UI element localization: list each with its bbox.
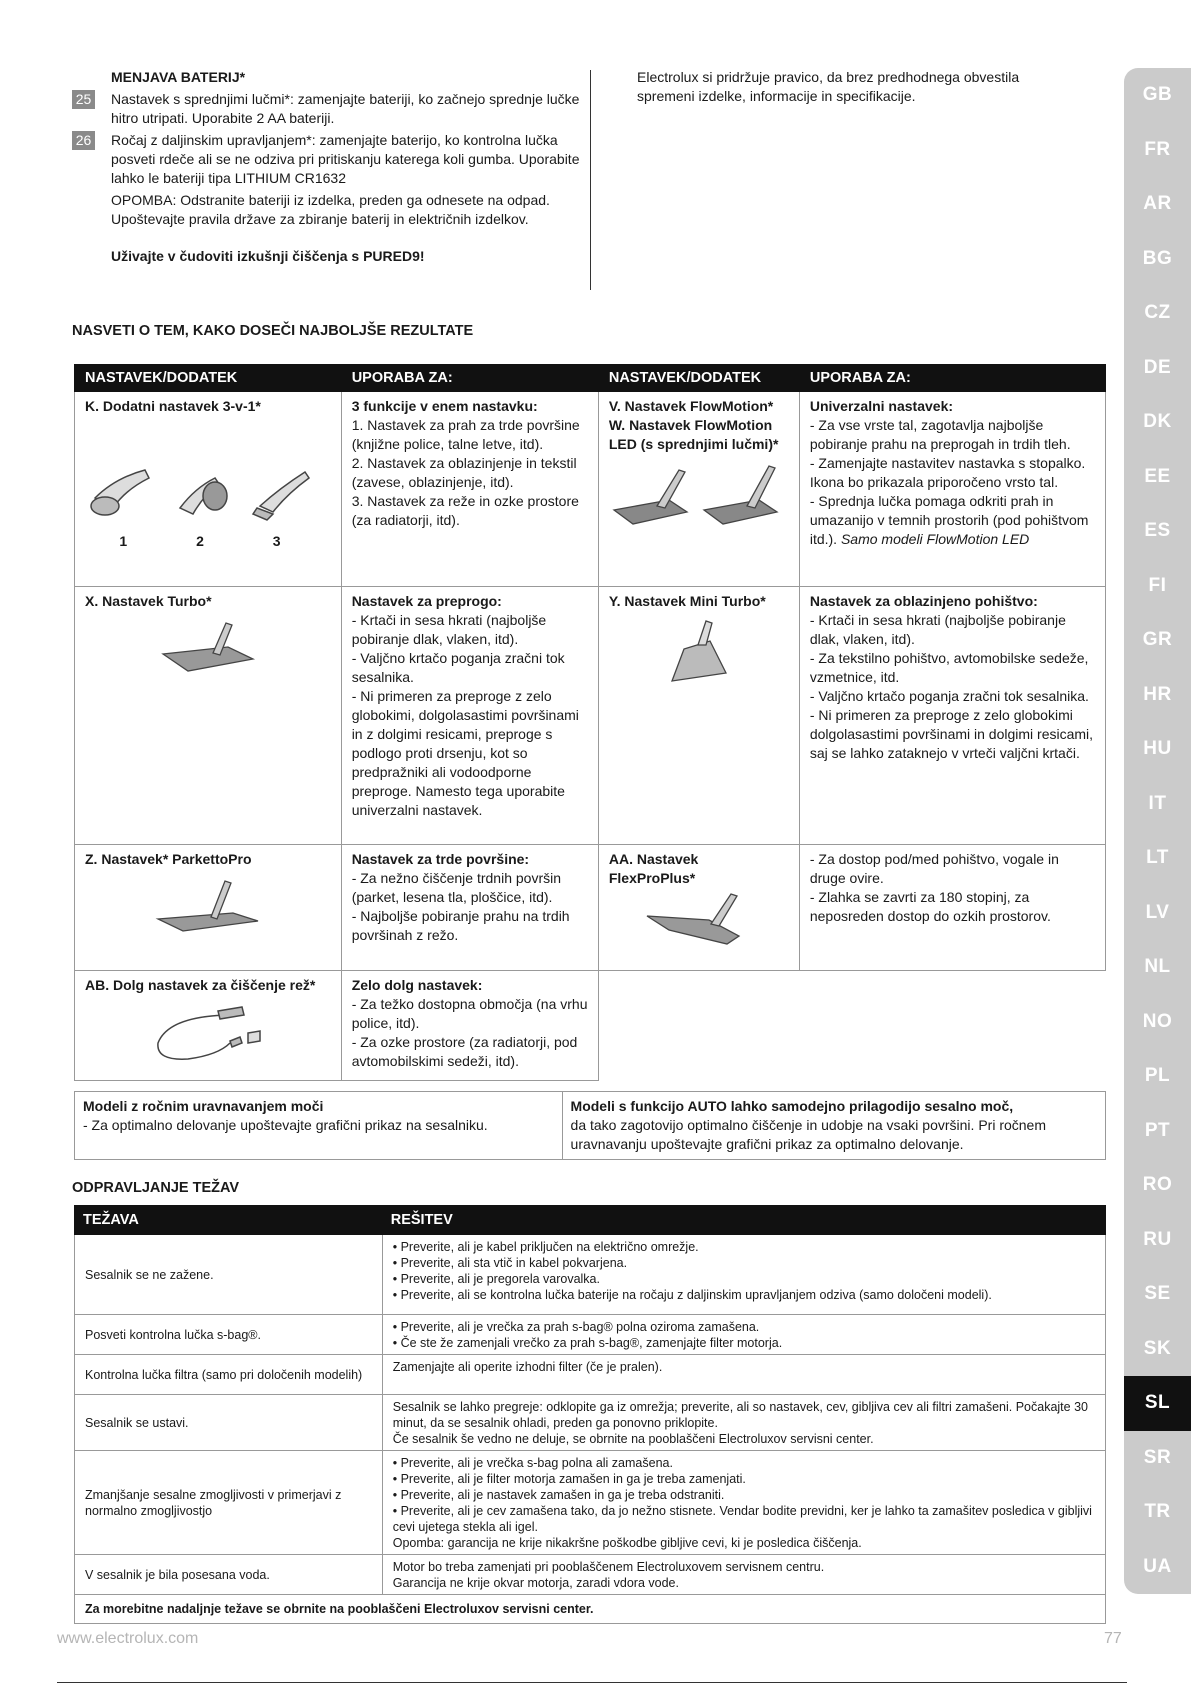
solution-line: Motor bo treba zamenjati pri pooblaščenem Electroluxovem servisnem centru. bbox=[392, 1560, 825, 1574]
language-tab-sk[interactable]: SK bbox=[1124, 1322, 1191, 1377]
table-row bbox=[75, 587, 1106, 845]
usage-cell bbox=[799, 845, 1105, 971]
solution-line: • Preverite, ali je cev zamašena tako, da jo nežno stisnete. Vendar bodite previdni, ker je lahko ta zamašitev posledica v gibljivi cevi ujetega stekla ali igel. bbox=[392, 1504, 1092, 1534]
usage-cell bbox=[341, 587, 598, 845]
table-row bbox=[75, 1355, 1106, 1395]
footer-note: Za morebitne nadaljnje težave se obrnite na pooblaščeni Electroluxov servisni center. bbox=[75, 1595, 1106, 1624]
troubleshooting-header bbox=[75, 1206, 1106, 1235]
solution-cell bbox=[382, 1355, 1105, 1395]
usage-line: - Zamenjajte nastavitev nastavka s stopalko. Ikona bo prikazala priporočeno vrsto tal. bbox=[809, 455, 1086, 490]
problem-cell: Sesalnik se ustavi. bbox=[75, 1395, 383, 1451]
column-header: UPORABA ZA: bbox=[799, 365, 1105, 392]
usage-cell bbox=[341, 392, 598, 587]
usage-title: Nastavek za trde površine: bbox=[351, 851, 530, 867]
language-tab-es[interactable]: ES bbox=[1124, 504, 1191, 559]
accessory-name: K. Dodatni nastavek 3-v-1* bbox=[85, 398, 261, 414]
usage-title: 3 funkcije v enem nastavku: bbox=[351, 398, 538, 414]
usage-line: 3. Nastavek za reže in ozke prostore (za radiatorji, itd). bbox=[351, 493, 579, 528]
table-row bbox=[75, 971, 1106, 1081]
accessory-table-header bbox=[75, 365, 1106, 392]
solution-cell bbox=[382, 1555, 1105, 1595]
footer-url[interactable]: www.electrolux.com bbox=[57, 1630, 199, 1647]
usage-line: - Krtači in sesa hkrati (najboljše pobiranje dlak, vlaken, itd). bbox=[809, 612, 1066, 647]
battery-section bbox=[72, 68, 582, 266]
enjoy-text: Uživajte v čudoviti izkušnji čiščenja s PURED9! bbox=[111, 248, 425, 264]
language-tab-ua[interactable]: UA bbox=[1124, 1540, 1191, 1595]
language-tab-ro[interactable]: RO bbox=[1124, 1158, 1191, 1213]
parkettopro-image bbox=[85, 877, 331, 937]
troubleshooting-body bbox=[75, 1235, 1106, 1595]
language-tab-hu[interactable]: HU bbox=[1124, 722, 1191, 777]
table-row bbox=[75, 1235, 1106, 1315]
usage-cell bbox=[341, 971, 598, 1081]
column-header: TEŽAVA bbox=[75, 1206, 383, 1235]
battery-item bbox=[72, 90, 582, 128]
battery-item-text: Nastavek s sprednjimi lučmi*: zamenjajte bateriji, ko začnejo sprednje lučke hitro utripati. Uporabite 2 AA bateriji. bbox=[111, 91, 580, 126]
accessory-name: AA. Nastavek bbox=[608, 851, 699, 867]
accessory-name: FlexProPlus* bbox=[608, 870, 696, 886]
accessory-table bbox=[74, 364, 1106, 1081]
accessory-cell bbox=[598, 587, 799, 845]
accessory-name: Z. Nastavek* ParkettoPro bbox=[85, 851, 252, 867]
language-tab-de[interactable]: DE bbox=[1124, 341, 1191, 396]
troubleshooting-footer bbox=[75, 1595, 1106, 1624]
language-tab-fi[interactable]: FI bbox=[1124, 559, 1191, 614]
solution-line: Če sesalnik še vedno ne deluje, se obrnite na pooblaščeni Electroluxov servisni center. bbox=[392, 1432, 874, 1446]
manual-mode-text: - Za optimalno delovanje upoštevajte grafični prikaz na sesalniku. bbox=[83, 1117, 488, 1133]
problem-cell: Sesalnik se ne zažene. bbox=[75, 1235, 383, 1315]
problem-cell: Posveti kontrolna lučka s-bag®. bbox=[75, 1315, 383, 1355]
solution-line: Sesalnik se lahko pregreje: odklopite ga iz omrežja; preverite, ali so nastavek, cev, gibljiva cev ali filtri zamašeni. Počakajte 30 minut, da se sesalnik ohladi, preden ga ponovno priklopite. bbox=[392, 1400, 1088, 1430]
table-row bbox=[75, 1395, 1106, 1451]
table-row bbox=[75, 392, 1106, 587]
usage-line: - Ni primeren za preproge z zelo globokimi, dolgolasastimi površinami in z dolgimi resicami, preproge s podlogo proti drsenju, kot so predpražniki ali vodoodporne preproge. Namesto tega uporabite univerzalni nastavek. bbox=[351, 688, 579, 818]
usage-line: - Krtači in sesa hkrati (najboljše pobiranje dlak, vlaken, itd). bbox=[351, 612, 547, 647]
usage-line: - Za nežno čiščenje trdnih površin (parket, lesena tla, ploščice, itd). bbox=[351, 870, 562, 905]
language-tab-pt[interactable]: PT bbox=[1124, 1104, 1191, 1159]
usage-cell bbox=[799, 392, 1105, 587]
solution-line: • Če ste že zamenjali vrečko za prah s-bag®, zamenjajte filter motorja. bbox=[392, 1336, 783, 1350]
language-tab-bg[interactable]: BG bbox=[1124, 232, 1191, 287]
language-tab-cz[interactable]: CZ bbox=[1124, 286, 1191, 341]
accessory-cell bbox=[75, 392, 342, 587]
long-crevice-nozzle-image bbox=[85, 1003, 331, 1065]
language-tab-fr[interactable]: FR bbox=[1124, 123, 1191, 178]
language-tab-ru[interactable]: RU bbox=[1124, 1213, 1191, 1268]
reserve-text: Electrolux si pridržuje pravico, da brez predhodnega obvestila spremeni izdelke, informacije in specifikacije. bbox=[637, 69, 1020, 104]
table-row bbox=[75, 1092, 1106, 1160]
usage-title: Univerzalni nastavek: bbox=[809, 398, 954, 414]
language-tab-lt[interactable]: LT bbox=[1124, 831, 1191, 886]
attachment-number: 2 bbox=[196, 533, 204, 549]
language-tab-pl[interactable]: PL bbox=[1124, 1049, 1191, 1104]
solution-line: • Preverite, ali sta vtič in kabel pokvarjena. bbox=[392, 1256, 628, 1270]
usage-line-text: - Sprednja lučka pomaga odkriti prah in umazanijo v temnih prostorih (pod pohištvom itd.). bbox=[809, 493, 1089, 547]
solution-line: • Preverite, ali se kontrolna lučka baterije na ročaju z daljinskim upravljanjem odziva (samo določeni modeli). bbox=[392, 1288, 992, 1302]
column-header: REŠITEV bbox=[382, 1206, 1105, 1235]
manual-mode-title: Modeli z ročnim uravnavanjem moči bbox=[83, 1098, 324, 1114]
column-header: UPORABA ZA: bbox=[341, 365, 598, 392]
language-tab-ar[interactable]: AR bbox=[1124, 177, 1191, 232]
language-tab-gr[interactable]: GR bbox=[1124, 613, 1191, 668]
usage-line: 2. Nastavek za oblazinjenje in tekstil (zavese, oblazinjenje, itd). bbox=[351, 455, 577, 490]
usage-line: - Za vse vrste tal, zagotavlja najboljše pobiranje prahu na preprogah in trdih tleh. bbox=[809, 417, 1071, 452]
accessory-cell bbox=[75, 971, 342, 1081]
usage-line: - Za ozke prostore (za radiatorji, pod avtomobilskimi sedeži, itd). bbox=[351, 1034, 578, 1069]
language-tab-no[interactable]: NO bbox=[1124, 995, 1191, 1050]
language-tab-sr[interactable]: SR bbox=[1124, 1431, 1191, 1486]
language-tab-tr[interactable]: TR bbox=[1124, 1485, 1191, 1540]
column-divider bbox=[590, 70, 591, 290]
solution-line: Garancija ne krije okvar motorja, zaradi vdora vode. bbox=[392, 1576, 679, 1590]
auto-mode-title: Modeli s funkcijo AUTO lahko samodejno prilagodijo sesalno moč, bbox=[570, 1098, 1014, 1114]
usage-cell bbox=[341, 845, 598, 971]
solution-line: • Preverite, ali je filter motorja zamašen in ga je treba zamenjati. bbox=[392, 1472, 746, 1486]
language-tab-ee[interactable]: EE bbox=[1124, 450, 1191, 505]
table-row bbox=[75, 1315, 1106, 1355]
solution-line: Zamenjajte ali operite izhodni filter (če je pralen). bbox=[392, 1360, 663, 1374]
solution-line: • Preverite, ali je pregorela varovalka. bbox=[392, 1272, 600, 1286]
solution-line: • Preverite, ali je vrečka za prah s-bag® polna oziroma zamašena. bbox=[392, 1320, 760, 1334]
usage-title: Zelo dolg nastavek: bbox=[351, 977, 483, 993]
language-tab-se[interactable]: SE bbox=[1124, 1267, 1191, 1322]
table-row bbox=[75, 1451, 1106, 1555]
solution-cell bbox=[382, 1451, 1105, 1555]
attachment-number: 1 bbox=[119, 533, 128, 549]
step-number: 26 bbox=[72, 131, 95, 150]
usage-title: Nastavek za oblazinjeno pohištvo: bbox=[809, 593, 1038, 609]
language-tab-gb[interactable]: GB bbox=[1124, 68, 1191, 123]
attachment-number: 3 bbox=[272, 533, 281, 549]
power-modes-table bbox=[74, 1091, 1106, 1160]
usage-note: Samo modeli FlowMotion LED bbox=[840, 531, 1030, 547]
column-header: NASTAVEK/DODATEK bbox=[598, 365, 799, 392]
accessory-name: X. Nastavek Turbo* bbox=[85, 593, 212, 609]
battery-note: OPOMBA: Odstranite bateriji iz izdelka, preden ga odnesete na odpad. Upoštevajte pravila države za zbiranje baterij in električnih izdelkov. bbox=[111, 192, 550, 227]
language-tab-it[interactable]: IT bbox=[1124, 777, 1191, 832]
usage-title: Nastavek za preprogo: bbox=[351, 593, 502, 609]
battery-item bbox=[72, 131, 582, 188]
problem-cell: Zmanjšanje sesalne zmogljivosti v primerjavi z normalno zmogljivostjo bbox=[75, 1451, 383, 1555]
solution-line: • Preverite, ali je kabel priključen na električno omrežje. bbox=[392, 1240, 699, 1254]
accessory-name: Y. Nastavek Mini Turbo* bbox=[608, 593, 766, 609]
usage-line: 1. Nastavek za prah za trde površine (knjižne police, talne letve, itd). bbox=[351, 417, 580, 452]
accessory-name: V. Nastavek FlowMotion* bbox=[608, 398, 774, 414]
usage-line: - Najboljše pobiranje prahu na trdih površinah z režo. bbox=[351, 908, 570, 943]
usage-line: - Zlahka se zavrti za 180 stopinj, za neposreden dostop do ozkih prostorov. bbox=[809, 889, 1051, 924]
language-tab-sl[interactable]: SL bbox=[1124, 1376, 1191, 1431]
step-number: 25 bbox=[72, 90, 95, 109]
solution-line: Opomba: garancija ne krije nikakršne poškodbe gibljive cevi, ki je posledica čiščenja. bbox=[392, 1536, 862, 1550]
usage-line: - Valjčno krtačo poganja zračni tok sesalnika. bbox=[351, 650, 565, 685]
solution-line: • Preverite, ali je nastavek zamašen in ga je treba odstraniti. bbox=[392, 1488, 725, 1502]
accessory-cell bbox=[75, 845, 342, 971]
usage-line: - Ni primeren za preproge z zelo globokimi dolgolasastimi površinami in dolgimi resicami, saj se lahko zataknejo v vrteči valjčni krtači. bbox=[809, 707, 1094, 761]
problem-cell: V sesalnik je bila posesana voda. bbox=[75, 1555, 383, 1595]
solution-cell bbox=[382, 1395, 1105, 1451]
attachment-numbers bbox=[85, 532, 315, 551]
usage-cell bbox=[799, 587, 1105, 845]
usage-line bbox=[810, 492, 1095, 549]
page-number: 77 bbox=[1104, 1630, 1122, 1647]
language-tab-hr[interactable]: HR bbox=[1124, 668, 1191, 723]
accessory-3in1-image bbox=[85, 458, 331, 528]
usage-line: - Valjčno krtačo poganja zračni tok sesalnika. bbox=[809, 688, 1089, 704]
solution-cell bbox=[382, 1315, 1105, 1355]
footer-line bbox=[57, 1682, 1127, 1683]
accessory-name: W. Nastavek FlowMotion LED (s sprednjimi lučmi)* bbox=[608, 417, 779, 452]
trouble-title: ODPRAVLJANJE TEŽAV bbox=[72, 1180, 240, 1196]
accessory-name: AB. Dolg nastavek za čiščenje rež* bbox=[85, 977, 316, 993]
accessory-cell bbox=[75, 587, 342, 845]
flowmotion-image bbox=[609, 462, 789, 532]
empty-cell bbox=[598, 971, 1105, 1081]
accessory-cell bbox=[598, 392, 799, 587]
problem-cell: Kontrolna lučka filtra (samo pri določenih modelih) bbox=[75, 1355, 383, 1395]
usage-line: - Za dostop pod/med pohištvo, vogale in druge ovire. bbox=[809, 851, 1059, 886]
turbo-nozzle-image bbox=[85, 619, 331, 684]
table-row bbox=[75, 845, 1106, 971]
solution-line: • Preverite, ali je vrečka s-bag polna ali zamašena. bbox=[392, 1456, 673, 1470]
auto-mode-text: da tako zagotovijo optimalno čiščenje in udobje na vsaki površini. Pri ročnem uravnavanju upoštevajte grafični prikaz za optimalno delovanje. bbox=[570, 1117, 1047, 1152]
auto-mode-cell bbox=[562, 1092, 1105, 1160]
manual-mode-cell bbox=[75, 1092, 563, 1160]
troubleshooting-table bbox=[74, 1205, 1106, 1624]
column-header: NASTAVEK/DODATEK bbox=[75, 365, 342, 392]
usage-line: - Za tekstilno pohištvo, avtomobilske sedeže, vzmetnice, itd. bbox=[809, 650, 1089, 685]
language-tab-nl[interactable]: NL bbox=[1124, 940, 1191, 995]
battery-title: MENJAVA BATERIJ* bbox=[111, 69, 246, 85]
language-tab-lv[interactable]: LV bbox=[1124, 886, 1191, 941]
mini-turbo-image bbox=[609, 619, 789, 689]
language-tab-dk[interactable]: DK bbox=[1124, 395, 1191, 450]
solution-cell bbox=[382, 1235, 1105, 1315]
accessory-cell bbox=[598, 845, 799, 971]
tips-title: NASVETI O TEM, KAKO DOSEČI NAJBOLJŠE REZULTATE bbox=[72, 323, 474, 339]
usage-line: - Za težko dostopna območja (na vrhu police, itd). bbox=[351, 996, 588, 1031]
table-row bbox=[75, 1555, 1106, 1595]
flexproplus-image bbox=[609, 890, 789, 950]
battery-item-text: Ročaj z daljinskim upravljanjem*: zamenjajte baterijo, ko kontrolna lučka posveti rdeče ali se ne odziva pri pritiskanju katerega koli gumba. Uporabite lahko le bateriji tipa LITHIUM CR1632 bbox=[111, 132, 580, 186]
language-tabs bbox=[1124, 68, 1191, 1594]
